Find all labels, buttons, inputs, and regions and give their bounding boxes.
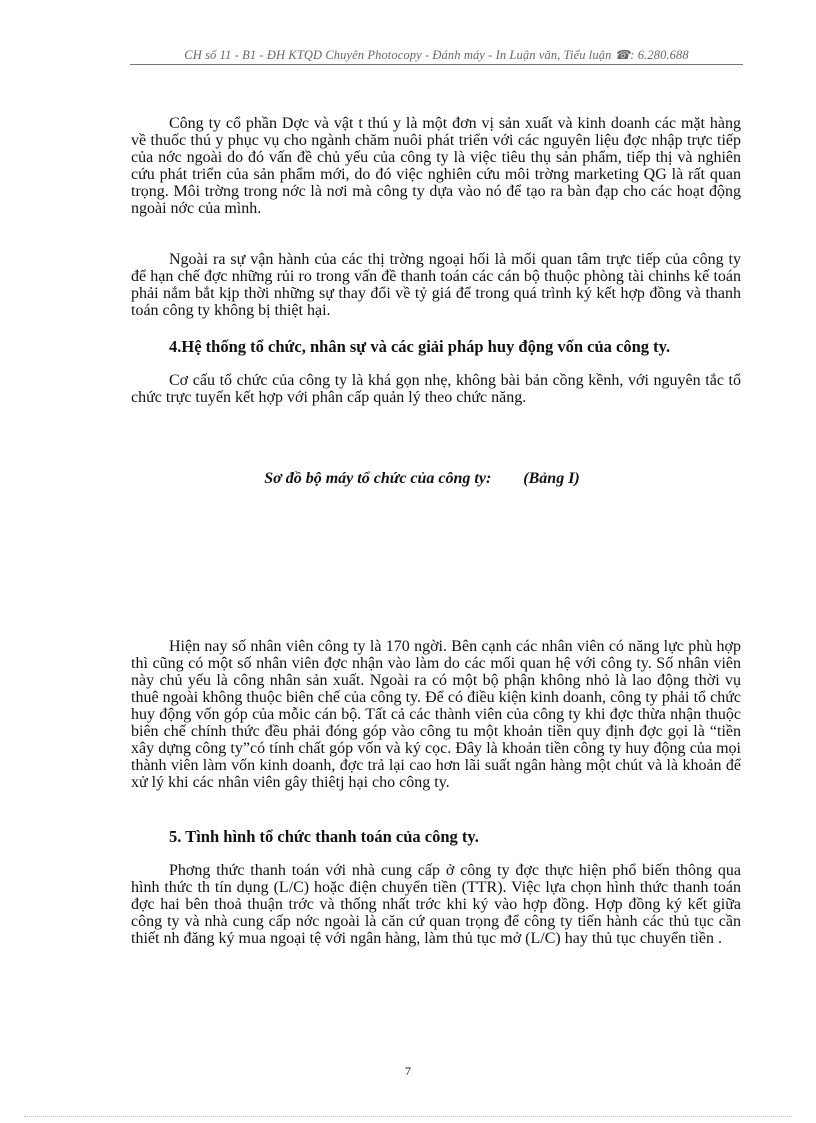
org-chart-caption-text: Sơ đồ bộ máy tổ chức của công ty:	[264, 470, 492, 487]
org-chart-caption	[0, 470, 816, 488]
paragraph-market-environment: Công ty cổ phần Dợc và vật t thú y là một đơn vị sản xuất và kinh doanh các mặt hàng về thuốc thú y phục vụ cho ngành chăm nuôi phát triển với các nguyên liệu đợc nhập trực tiếp của nớc ngoài do đó vấn đề chủ yếu của công ty là việc tiêu thụ sản phẩm, tiếp thị và nghiên cứu phát triển của sản phẩm mới, do đó việc nghiên cứu môi trờng marketing QG là rất quan trọng. Môi trờng trong nớc là nơi mà công ty dựa vào nó để tạo ra bàn đạp cho các hoạt động ngoài nớc của mình.	[131, 115, 741, 217]
footer-divider	[24, 1116, 792, 1117]
paragraph-foreign-exchange: Ngoài ra sự vận hành của các thị trờng ngoại hối là mối quan tâm trực tiếp của công ty để hạn chế đợc những rủi ro trong vấn đề thanh toán các cán bộ thuộc phòng tài chinhs kế toán phải nắm bắt kịp thời những sự thay đổi về tỷ giá để trong quá trình ký kết hợp đồng và thanh toán công ty không bị thiệt hại.	[131, 251, 741, 319]
page-header: CH số 11 - B1 - ĐH KTQD Chuyên Photocopy - Đánh máy - In Luận văn, Tiểu luận ☎: 6.280.688	[184, 48, 689, 62]
paragraph-organization-structure: Cơ cấu tổ chức của công ty là khá gọn nhẹ, không bài bản cồng kềnh, với nguyên tắc tổ chức trực tuyến kết hợp với phân cấp quản lý theo chức năng.	[131, 372, 741, 406]
section-heading-4: 4.Hệ thống tổ chức, nhân sự và các giải pháp huy động vốn của công ty.	[169, 337, 671, 356]
page-number: 7	[405, 1064, 411, 1078]
paragraph-staff: Hiện nay số nhân viên công ty là 170 ngời. Bên cạnh các nhân viên có năng lực phù hợp thì cũng có một số nhân viên đợc nhận vào làm do các mối quan hệ với công ty. Số nhân viên này chủ yếu là công nhân sản xuất. Ngoài ra có một bộ phận không nhỏ là lao động thời vụ thuê ngoài không thuộc biên chế của công ty. Để có điều kiện kinh doanh, công ty phải tổ chức huy động vốn góp của mỗic cán bộ. Tất cả các thành viên của công ty khi đợc thừa nhận thuộc biên chế chính thức đều phải đóng góp vào công tu một khoản tiền quy định đợc gọi là “tiền xây dựng công ty”có tính chất góp vốn và ký cọc. Đây là khoản tiền công ty huy động của mọi thành viên làm vốn kinh doanh, đợc trả lại cao hơn lãi suất ngân hàng một chút và là khoản để xử lý khi các nhân viên gây thiêtj hại cho công ty.	[131, 638, 741, 791]
header-divider	[130, 64, 743, 65]
org-chart-table-ref: (Bảng I)	[523, 470, 580, 487]
paragraph-payment: Phơng thức thanh toán với nhà cung cấp ở công ty đợc thực hiện phổ biến thông qua hình thức th tín dụng (L/C) hoặc điện chuyển tiền (TTR). Việc lựa chọn hình thức thanh toán đợc hai bên thoả thuận trớc và thống nhất trớc khi ký vào hợp đồng. Hợp đồng ký kết giữa công ty và nhà cung cấp nớc ngoài là căn cứ quan trọng để công ty tiến hành các thủ tục cần thiết nh đăng ký mua ngoại tệ với ngân hàng, làm thủ tục mở (L/C) hay thủ tục chuyển tiền .	[131, 862, 741, 947]
section-heading-5: 5. Tình hình tổ chức thanh toán của công ty.	[169, 827, 479, 846]
